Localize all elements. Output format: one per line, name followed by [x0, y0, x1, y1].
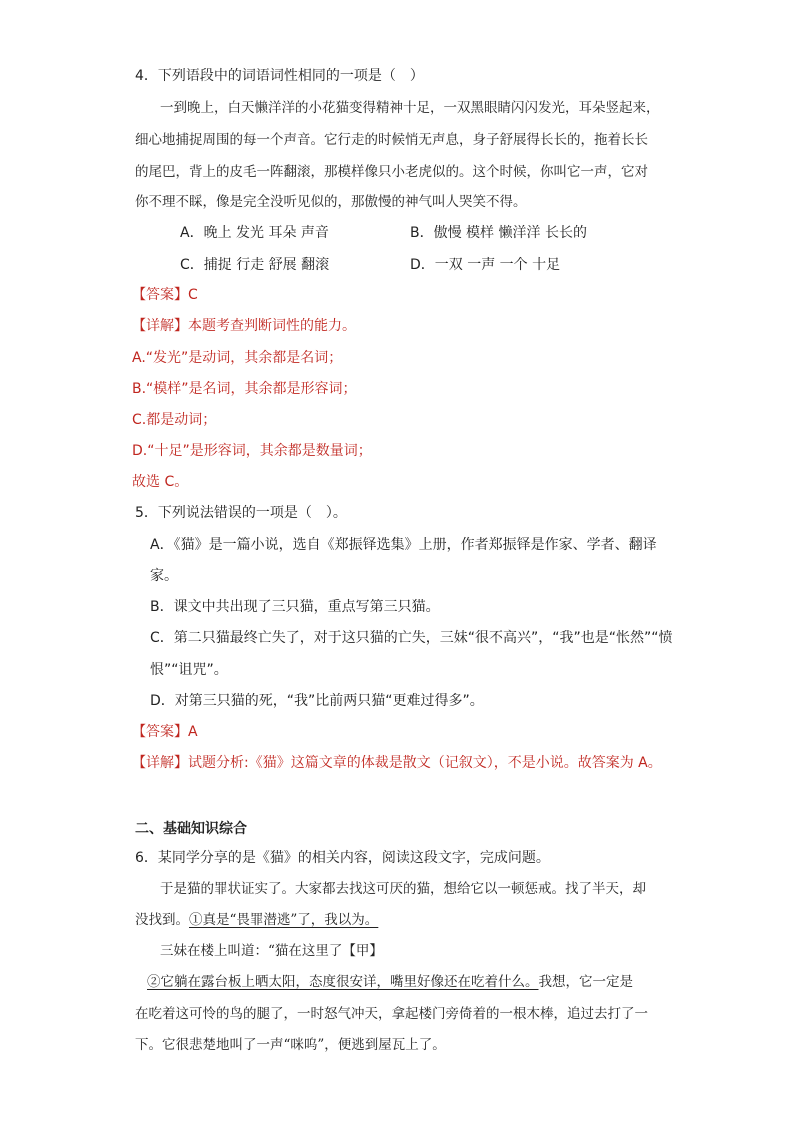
q5-option-c-line-1: C．第二只猫最终亡失了，对于这只猫的亡失，三妹“很不高兴”，“我”也是“怅然”“愤 — [150, 630, 673, 646]
q4-explain-d: D.“十足”是形容词，其余都是数量词； — [132, 443, 372, 459]
excerpt-p3-line-2: 在吃着这可怜的鸟的腿了，一时怒气冲天，拿起楼门旁倚着的一根木棒，追过去打了一 — [135, 1006, 648, 1022]
q4-answer-value: C — [188, 287, 198, 303]
excerpt-p2: 三妹在楼上叫道：“猫在这里了【甲】 — [160, 943, 383, 959]
excerpt-p3-plain: 我想，它一定是 — [538, 974, 633, 990]
q4-passage-line-1: 一到晚上，白天懒洋洋的小花猫变得精神十足，一双黑眼睛闪闪发光，耳朵竖起来， — [160, 100, 660, 116]
excerpt-p3-line-1 — [147, 972, 633, 992]
q4-detail-label: 【详解】 — [132, 318, 188, 334]
excerpt-p1-line-2 — [135, 910, 378, 930]
q4-detail-text: 本题考查判断词性的能力。 — [188, 318, 356, 334]
excerpt-p1-line-1: 于是猫的罪状证实了。大家都去找这可厌的猫，想给它以一顿惩戒。找了半天，却 — [160, 881, 646, 897]
q4-passage-line-2: 细心地捕捉周围的每一个声音。它行走的时候悄无声息，身子舒展得长长的，拖着长长 — [135, 132, 648, 148]
excerpt-p1-plain: 没找到。 — [135, 912, 189, 928]
q4-option-c: C．捕捉 行走 舒展 翻滚 — [180, 257, 330, 273]
q5-detail-row — [132, 753, 662, 773]
underlined-sentence-1: ①真是“畏罪潜逃”了，我以为。 — [189, 912, 379, 928]
q5-option-a-line-2: 家。 — [150, 568, 178, 584]
q4-passage-line-4: 你不理不睬，像是完全没听见似的，那傲慢的神气叫人哭笑不得。 — [135, 194, 527, 210]
q4-explain-a: A.“发光”是动词，其余都是名词； — [132, 350, 343, 366]
q5-answer-value: A — [188, 724, 198, 740]
q4-answer-label: 【答案】 — [132, 287, 188, 303]
q4-option-a: A．晚上 发光 耳朵 声音 — [180, 225, 329, 241]
excerpt-p3-line-3: 下。它很悲楚地叫了一声“咪呜”，便逃到屋瓦上了。 — [135, 1037, 446, 1053]
q5-stem: 5．下列说法错误的一项是（ ）。 — [135, 505, 347, 521]
q5-option-a-line-1: A．《猫》是一篇小说，选自《郑振铎选集》上册，作者郑振铎是作家、学者、翻译 — [150, 537, 657, 553]
q5-option-d: D．对第三只猫的死，“我”比前两只猫“更难过得多”。 — [150, 693, 484, 709]
q4-option-d: D．一双 一声 一个 十足 — [410, 257, 561, 273]
q5-answer-label: 【答案】 — [132, 724, 188, 740]
q4-option-b: B．傲慢 模样 懒洋洋 长长的 — [410, 225, 587, 241]
q4-explain-b: B.“模样”是名词，其余都是形容词； — [132, 381, 357, 397]
q6-stem: 6．某同学分享的是《猫》的相关内容，阅读这段文字，完成问题。 — [135, 850, 550, 866]
q4-explain-c: C.都是动词； — [132, 412, 217, 428]
q4-detail-row — [132, 316, 356, 336]
q5-detail-label: 【详解】 — [132, 755, 188, 771]
q5-option-b: B．课文中共出现了三只猫，重点写第三只猫。 — [150, 599, 440, 615]
q4-stem: 4．下列语段中的词语词性相同的一项是（ ） — [135, 68, 424, 84]
underlined-sentence-2: ②它躺在露台板上晒太阳，态度很安详，嘴里好像还在吃着什么。 — [147, 974, 539, 990]
q4-conclusion: 故选 C。 — [132, 474, 189, 490]
q4-passage-line-3: 的尾巴，背上的皮毛一阵翻滚，那模样像只小老虎似的。这个时候，你叫它一声，它对 — [135, 164, 648, 180]
q5-answer-row — [132, 722, 198, 742]
q4-answer-row — [132, 285, 198, 305]
section-heading: 二、基础知识综合 — [135, 821, 247, 837]
q5-detail-text: 试题分析:《猫》这篇文章的体裁是散文（记叙文），不是小说。故答案为 A。 — [188, 755, 662, 771]
q5-option-c-line-2: 恨”“诅咒”。 — [150, 662, 228, 678]
